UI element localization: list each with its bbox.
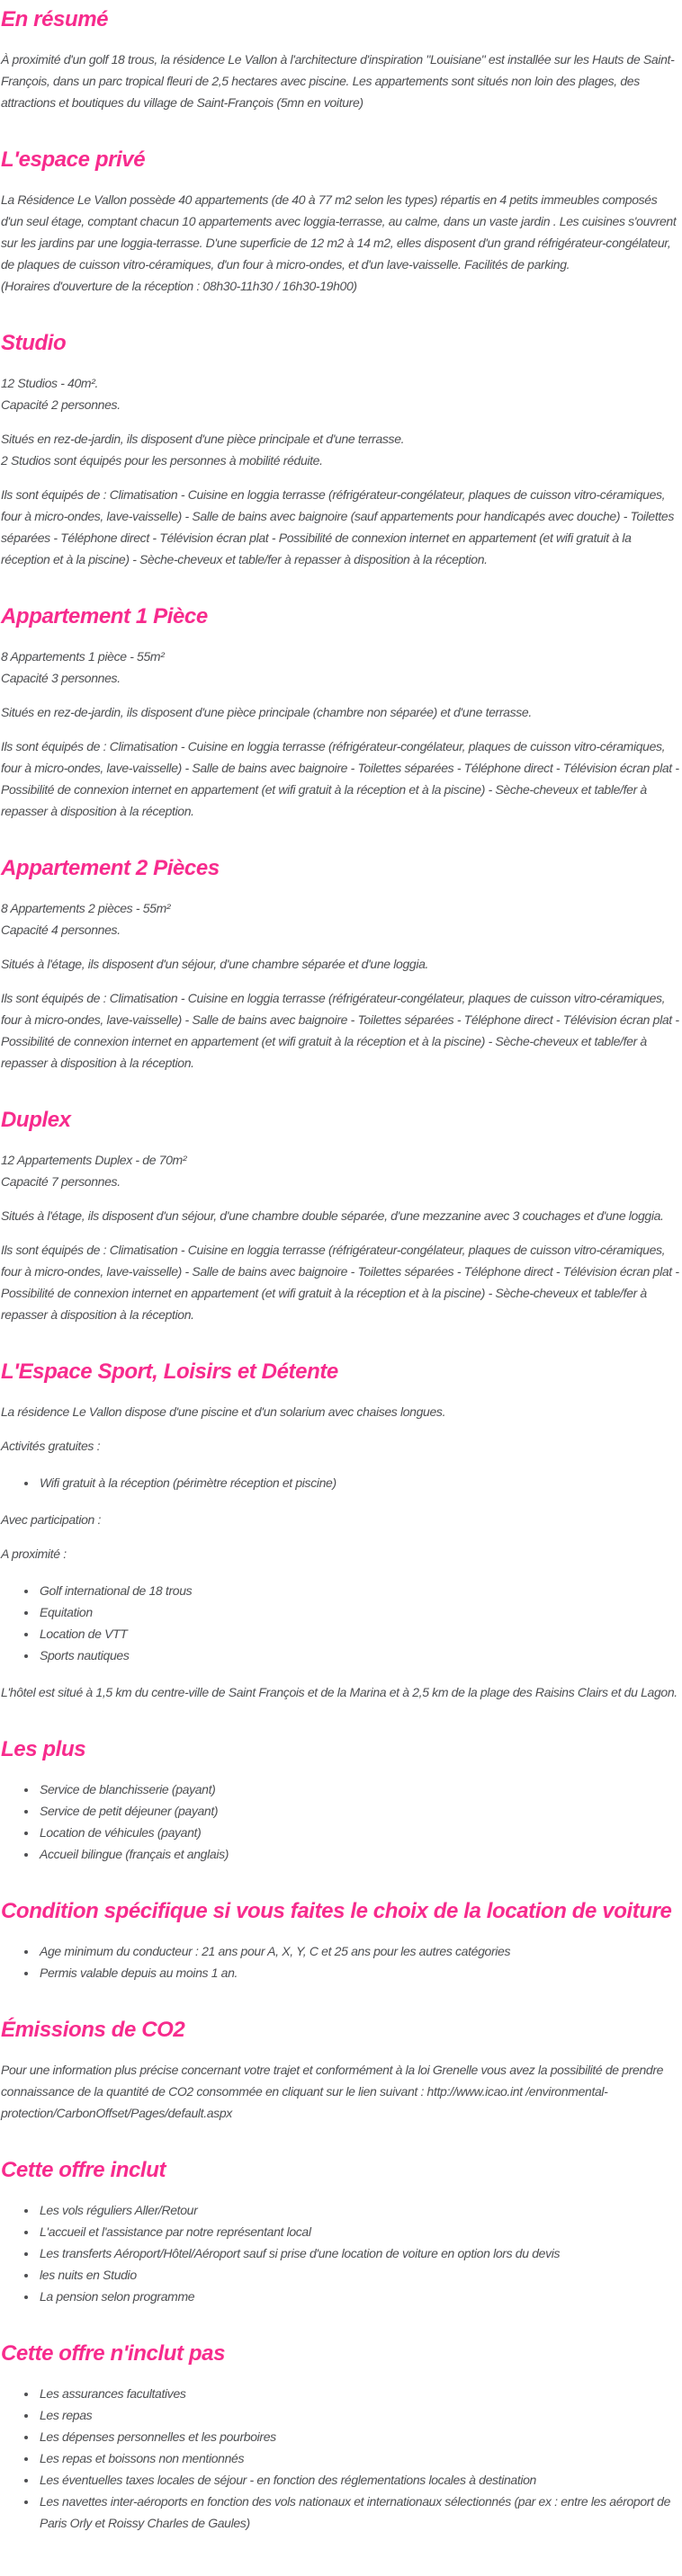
list-item: • Les vols réguliers Aller/Retour: [38, 2199, 680, 2221]
list-item: • La pension selon programme: [38, 2286, 680, 2307]
bullet-list: [1, 1580, 680, 1666]
paragraph-line: Ils sont équipés de : Climatisation - Cuisine en loggia terrasse (réfrigérateur-congélateur, plaques de cuisson vitro-céramiques, four à micro-ondes, lave-vaisselle) - Salle de bains avec baignoire (sauf appartements pour handicapés avec douche) - Toilettes séparées - Téléphone direct - Télévision écran plat - Possibilité de connexion internet en appartement (et wifi gratuit à la réception et à la piscine) - Sèche-cheveux et table/fer à repasser à disposition à la réception.: [1, 487, 675, 566]
section-les-plus: [1, 1737, 680, 1865]
paragraph-line: Situés en rez-de-jardin, ils disposent d'une pièce principale et d'une terrasse.: [1, 432, 405, 446]
section-espace-prive: [1, 147, 680, 297]
section-heading: Appartement 2 Pièces: [1, 856, 220, 880]
paragraph: [1, 1149, 680, 1192]
list-item: • Service de blanchisserie (payant): [38, 1778, 680, 1800]
paragraph-line: Capacité 7 personnes.: [1, 1174, 121, 1189]
paragraph-line: L'hôtel est situé à 1,5 km du centre-ville de Saint François et de la Marina et à 2,5 km de la plage des Raisins Clairs et du Lagon.: [1, 1685, 678, 1699]
section-heading: Émissions de CO2: [1, 2018, 185, 2042]
paragraph: [1, 953, 680, 975]
paragraph-line: 8 Appartements 2 pièces - 55m²: [1, 901, 171, 915]
list-item: • Location de véhicules (payant): [38, 1822, 680, 1843]
paragraph: [1, 735, 680, 822]
paragraph-line: Situés à l'étage, ils disposent d'un séjour, d'une chambre séparée et d'une loggia.: [1, 957, 429, 971]
section-espace-sport-loisirs-detente: [1, 1359, 680, 1703]
paragraph: [1, 2059, 680, 2124]
paragraph-line: La Résidence Le Vallon possède 40 appartements (de 40 à 77 m2 selon les types) répartis en 4 petits immeubles composés d'un seul étage, comptant chacun 10 appartements avec loggia-terrasse, au calme, dans un vaste jardin . Les cuisines s'ouvrent sur les jardins par une loggia-terrasse. D'une superficie de 12 m2 à 14 m2, elles disposent d'un grand réfrigérateur-congélateur, de plaques de cuisson vitro-céramiques, d'un four à micro-ondes, et d'un lave-vaisselle. Facilités de parking.: [1, 192, 677, 272]
paragraph-line: 8 Appartements 1 pièce - 55m²: [1, 649, 165, 664]
list-item: • les nuits en Studio: [38, 2264, 680, 2286]
section-heading: Cette offre inclut: [1, 2158, 166, 2182]
paragraph-line: Capacité 4 personnes.: [1, 923, 121, 937]
paragraph: [1, 1681, 680, 1703]
bullet-list: [1, 1472, 680, 1493]
list-item: • Accueil bilingue (français et anglais): [38, 1843, 680, 1865]
list-item: • Equitation: [38, 1601, 680, 1623]
paragraph-line: À proximité d'un golf 18 trous, la résidence Le Vallon à l'architecture d'inspiration "Louisiane" est installée sur les Hauts de Saint-François, dans un parc tropical fleuri de 2,5 hectares avec piscine. Les appartements sont situés non loin des plages, des attractions et boutiques du village de Saint-François (5mn en voiture): [1, 52, 675, 110]
paragraph-line: Avec participation :: [1, 1512, 102, 1527]
section-heading: Duplex: [1, 1108, 71, 1132]
paragraph-line: Ils sont équipés de : Climatisation - Cuisine en loggia terrasse (réfrigérateur-congélateur, plaques de cuisson vitro-céramiques, four à micro-ondes, lave-vaisselle) - Salle de bains avec baignoire - Toilettes séparées - Téléphone direct - Télévision écran plat - Possibilité de connexion internet en appartement (et wifi gratuit à la réception et à la piscine) - Sèche-cheveux et table/fer à repasser à disposition à la réception.: [1, 991, 679, 1070]
paragraph-line: Situés à l'étage, ils disposent d'un séjour, d'une chambre double séparée, d'une mezzanine avec 3 couchages et d'une loggia.: [1, 1208, 664, 1223]
section-appartement-1-piece: [1, 604, 680, 822]
list-item: • Location de VTT: [38, 1623, 680, 1645]
paragraph-line: Capacité 2 personnes.: [1, 397, 121, 412]
section-emissions-co2: [1, 2018, 680, 2124]
paragraph: [1, 189, 680, 297]
paragraph: [1, 987, 680, 1074]
bullet-list: [1, 1778, 680, 1865]
section-offre-inclut: [1, 2158, 680, 2307]
paragraph-line: Ils sont équipés de : Climatisation - Cuisine en loggia terrasse (réfrigérateur-congélateur, plaques de cuisson vitro-céramiques, four à micro-ondes, lave-vaisselle) - Salle de bains avec baignoire - Toilettes séparées - Téléphone direct - Télévision écran plat - Possibilité de connexion internet en appartement (et wifi gratuit à la réception et à la piscine) - Sèche-cheveux et table/fer à repasser à disposition à la réception.: [1, 1243, 679, 1322]
paragraph-line: Ils sont équipés de : Climatisation - Cuisine en loggia terrasse (réfrigérateur-congélateur, plaques de cuisson vitro-céramiques, four à micro-ondes, lave-vaisselle) - Salle de bains avec baignoire - Toilettes séparées - Téléphone direct - Télévision écran plat - Possibilité de connexion internet en appartement (et wifi gratuit à la réception et à la piscine) - Sèche-cheveux et table/fer à repasser à disposition à la réception.: [1, 739, 679, 818]
list-item: • Permis valable depuis au moins 1 an.: [38, 1962, 680, 1983]
paragraph: [1, 897, 680, 940]
section-heading: Cette offre n'inclut pas: [1, 2341, 226, 2366]
paragraph-line: Activités gratuites :: [1, 1439, 101, 1453]
paragraph-line: (Horaires d'ouverture de la réception : 08h30-11h30 / 16h30-19h00): [1, 279, 357, 293]
list-item: • Sports nautiques: [38, 1645, 680, 1666]
section-condition-location-voiture: [1, 1899, 680, 1983]
paragraph: [1, 428, 680, 471]
paragraph-line: 12 Appartements Duplex - de 70m²: [1, 1153, 187, 1167]
section-duplex: [1, 1108, 680, 1325]
section-offre-n-inclut-pas: [1, 2341, 680, 2534]
paragraph: [1, 372, 680, 415]
list-item: • Golf international de 18 trous: [38, 1580, 680, 1601]
section-studio: [1, 331, 680, 570]
list-item: • Les assurances facultatives: [38, 2383, 680, 2404]
paragraph: [1, 484, 680, 570]
paragraph: [1, 1543, 680, 1564]
paragraph: [1, 1435, 680, 1457]
list-item: • L'accueil et l'assistance par notre représentant local: [38, 2221, 680, 2242]
list-item: • Les éventuelles taxes locales de séjour - en fonction des réglementations locales à destination: [38, 2469, 680, 2491]
paragraph-line: Capacité 3 personnes.: [1, 671, 121, 685]
paragraph: [1, 701, 680, 723]
section-heading: Studio: [1, 331, 67, 355]
paragraph-line: 2 Studios sont équipés pour les personnes à mobilité réduite.: [1, 453, 323, 468]
bullet-list: [1, 1940, 680, 1983]
section-heading: L'Espace Sport, Loisirs et Détente: [1, 1359, 338, 1384]
section-appartement-2-pieces: [1, 856, 680, 1074]
paragraph: [1, 1509, 680, 1530]
section-heading: Les plus: [1, 1737, 86, 1761]
list-item: • Les dépenses personnelles et les pourboires: [38, 2426, 680, 2447]
list-item: • Les repas: [38, 2404, 680, 2426]
paragraph: [1, 1401, 680, 1422]
paragraph: [1, 49, 680, 113]
section-heading: L'espace privé: [1, 147, 146, 172]
section-en-resume: [1, 7, 680, 113]
bullet-list: [1, 2383, 680, 2534]
list-item: • Les repas et boissons non mentionnés: [38, 2447, 680, 2469]
list-item: • Wifi gratuit à la réception (périmètre réception et piscine): [38, 1472, 680, 1493]
section-heading: En résumé: [1, 7, 109, 31]
bullet-list: [1, 2199, 680, 2307]
paragraph: [1, 1239, 680, 1325]
paragraph-line: 12 Studios - 40m².: [1, 376, 99, 390]
paragraph: [1, 1205, 680, 1226]
section-heading: Appartement 1 Pièce: [1, 604, 208, 628]
section-heading: Condition spécifique si vous faites le choix de la location de voiture: [1, 1899, 672, 1923]
list-item: • Age minimum du conducteur : 21 ans pour A, X, Y, C et 25 ans pour les autres catégories: [38, 1940, 680, 1962]
list-item: • Les transferts Aéroport/Hôtel/Aéroport sauf si prise d'une location de voiture en option lors du devis: [38, 2242, 680, 2264]
paragraph-line: Pour une information plus précise concernant votre trajet et conformément à la loi Grenelle vous avez la possibilité de prendre connaissance de la quantité de CO2 consommée en cliquant sur le lien suivant : http://www.icao.int /environmental-protection/CarbonOffset/Pages/default.aspx: [1, 2063, 664, 2120]
paragraph-line: A proximité :: [1, 1546, 67, 1561]
paragraph: [1, 646, 680, 689]
list-item: • Les navettes inter-aéroports en fonction des vols nationaux et internationaux sélectionnés (par ex : entre les aéroport de Paris Orly et Roissy Charles de Gaules): [38, 2491, 680, 2534]
paragraph-line: Situés en rez-de-jardin, ils disposent d'une pièce principale (chambre non séparée) et d'une terrasse.: [1, 705, 532, 719]
paragraph-line: La résidence Le Vallon dispose d'une piscine et d'un solarium avec chaises longues.: [1, 1404, 446, 1419]
list-item: • Service de petit déjeuner (payant): [38, 1800, 680, 1822]
